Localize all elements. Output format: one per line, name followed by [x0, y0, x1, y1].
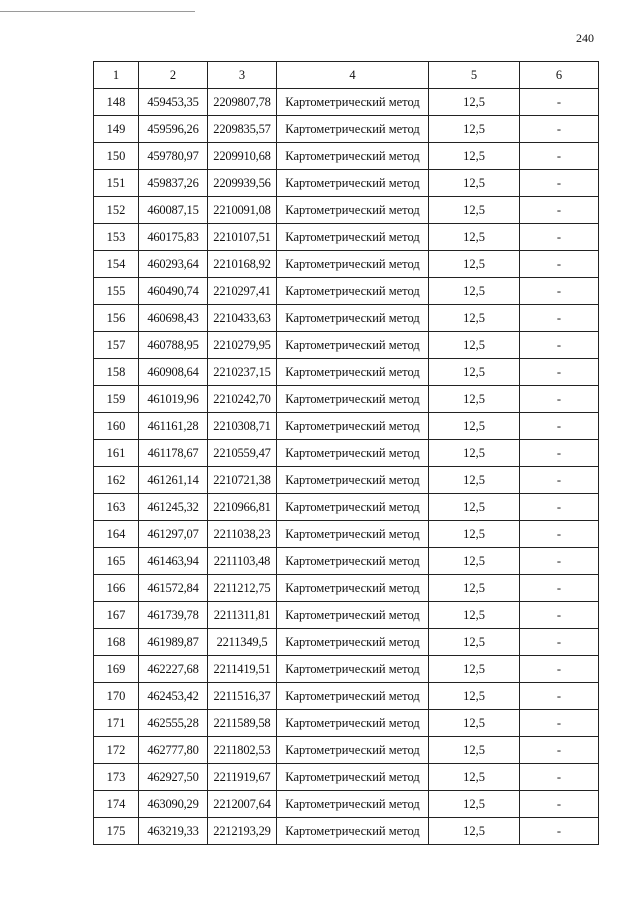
method-cell: Картометрический метод	[277, 521, 429, 548]
note-cell: -	[520, 548, 599, 575]
x-coordinate-cell: 459837,26	[139, 170, 208, 197]
point-number-cell: 164	[94, 521, 139, 548]
note-cell: -	[520, 710, 599, 737]
accuracy-cell: 12,5	[429, 278, 520, 305]
accuracy-cell: 12,5	[429, 305, 520, 332]
y-coordinate-cell: 2209939,56	[208, 170, 277, 197]
accuracy-cell: 12,5	[429, 764, 520, 791]
x-coordinate-cell: 461178,67	[139, 440, 208, 467]
method-cell: Картометрический метод	[277, 116, 429, 143]
note-cell: -	[520, 602, 599, 629]
table-row	[94, 278, 599, 305]
header-col-6: 6	[520, 62, 599, 89]
x-coordinate-cell: 462927,50	[139, 764, 208, 791]
x-coordinate-cell: 462555,28	[139, 710, 208, 737]
method-cell: Картометрический метод	[277, 818, 429, 845]
header-col-3: 3	[208, 62, 277, 89]
note-cell: -	[520, 251, 599, 278]
x-coordinate-cell: 463090,29	[139, 791, 208, 818]
table-row	[94, 494, 599, 521]
y-coordinate-cell: 2210308,71	[208, 413, 277, 440]
point-number-cell: 150	[94, 143, 139, 170]
table-row	[94, 89, 599, 116]
method-cell: Картометрический метод	[277, 359, 429, 386]
y-coordinate-cell: 2212007,64	[208, 791, 277, 818]
table-row	[94, 548, 599, 575]
x-coordinate-cell: 461739,78	[139, 602, 208, 629]
x-coordinate-cell: 461261,14	[139, 467, 208, 494]
header-row	[94, 62, 599, 89]
method-cell: Картометрический метод	[277, 548, 429, 575]
y-coordinate-cell: 2210091,08	[208, 197, 277, 224]
note-cell: -	[520, 764, 599, 791]
method-cell: Картометрический метод	[277, 737, 429, 764]
y-coordinate-cell: 2210559,47	[208, 440, 277, 467]
x-coordinate-cell: 461161,28	[139, 413, 208, 440]
x-coordinate-cell: 460908,64	[139, 359, 208, 386]
method-cell: Картометрический метод	[277, 197, 429, 224]
method-cell: Картометрический метод	[277, 710, 429, 737]
accuracy-cell: 12,5	[429, 683, 520, 710]
accuracy-cell: 12,5	[429, 197, 520, 224]
y-coordinate-cell: 2211516,37	[208, 683, 277, 710]
x-coordinate-cell: 460175,83	[139, 224, 208, 251]
method-cell: Картометрический метод	[277, 224, 429, 251]
note-cell: -	[520, 305, 599, 332]
point-number-cell: 152	[94, 197, 139, 224]
accuracy-cell: 12,5	[429, 116, 520, 143]
y-coordinate-cell: 2211802,53	[208, 737, 277, 764]
x-coordinate-cell: 459596,26	[139, 116, 208, 143]
x-coordinate-cell: 461989,87	[139, 629, 208, 656]
point-number-cell: 168	[94, 629, 139, 656]
table-row	[94, 143, 599, 170]
table-row	[94, 116, 599, 143]
y-coordinate-cell: 2209807,78	[208, 89, 277, 116]
y-coordinate-cell: 2210242,70	[208, 386, 277, 413]
table-row	[94, 791, 599, 818]
table-row	[94, 683, 599, 710]
point-number-cell: 170	[94, 683, 139, 710]
y-coordinate-cell: 2211103,48	[208, 548, 277, 575]
method-cell: Картометрический метод	[277, 251, 429, 278]
y-coordinate-cell: 2210297,41	[208, 278, 277, 305]
accuracy-cell: 12,5	[429, 143, 520, 170]
page-number: 240	[576, 31, 594, 45]
y-coordinate-cell: 2209835,57	[208, 116, 277, 143]
accuracy-cell: 12,5	[429, 89, 520, 116]
note-cell: -	[520, 386, 599, 413]
method-cell: Картометрический метод	[277, 278, 429, 305]
point-number-cell: 163	[94, 494, 139, 521]
note-cell: -	[520, 656, 599, 683]
point-number-cell: 161	[94, 440, 139, 467]
point-number-cell: 165	[94, 548, 139, 575]
header-col-2: 2	[139, 62, 208, 89]
table-body	[94, 89, 599, 845]
method-cell: Картометрический метод	[277, 89, 429, 116]
note-cell: -	[520, 197, 599, 224]
method-cell: Картометрический метод	[277, 656, 429, 683]
accuracy-cell: 12,5	[429, 710, 520, 737]
table-row	[94, 602, 599, 629]
x-coordinate-cell: 461245,32	[139, 494, 208, 521]
note-cell: -	[520, 791, 599, 818]
x-coordinate-cell: 462453,42	[139, 683, 208, 710]
y-coordinate-cell: 2211919,67	[208, 764, 277, 791]
point-number-cell: 167	[94, 602, 139, 629]
point-number-cell: 155	[94, 278, 139, 305]
method-cell: Картометрический метод	[277, 494, 429, 521]
x-coordinate-cell: 459453,35	[139, 89, 208, 116]
note-cell: -	[520, 440, 599, 467]
method-cell: Картометрический метод	[277, 143, 429, 170]
accuracy-cell: 12,5	[429, 413, 520, 440]
coordinates-table	[93, 61, 599, 845]
point-number-cell: 166	[94, 575, 139, 602]
y-coordinate-cell: 2211038,23	[208, 521, 277, 548]
method-cell: Картометрический метод	[277, 629, 429, 656]
y-coordinate-cell: 2211589,58	[208, 710, 277, 737]
point-number-cell: 158	[94, 359, 139, 386]
point-number-cell: 149	[94, 116, 139, 143]
accuracy-cell: 12,5	[429, 521, 520, 548]
note-cell: -	[520, 332, 599, 359]
x-coordinate-cell: 460698,43	[139, 305, 208, 332]
point-number-cell: 148	[94, 89, 139, 116]
header-col-4: 4	[277, 62, 429, 89]
accuracy-cell: 12,5	[429, 332, 520, 359]
point-number-cell: 175	[94, 818, 139, 845]
x-coordinate-cell: 460293,64	[139, 251, 208, 278]
method-cell: Картометрический метод	[277, 305, 429, 332]
point-number-cell: 157	[94, 332, 139, 359]
y-coordinate-cell: 2210721,38	[208, 467, 277, 494]
accuracy-cell: 12,5	[429, 440, 520, 467]
x-coordinate-cell: 463219,33	[139, 818, 208, 845]
note-cell: -	[520, 89, 599, 116]
accuracy-cell: 12,5	[429, 602, 520, 629]
x-coordinate-cell: 461297,07	[139, 521, 208, 548]
point-number-cell: 154	[94, 251, 139, 278]
x-coordinate-cell: 462227,68	[139, 656, 208, 683]
y-coordinate-cell: 2211212,75	[208, 575, 277, 602]
method-cell: Картометрический метод	[277, 467, 429, 494]
table-row	[94, 710, 599, 737]
table-row	[94, 170, 599, 197]
accuracy-cell: 12,5	[429, 467, 520, 494]
method-cell: Картометрический метод	[277, 602, 429, 629]
note-cell: -	[520, 521, 599, 548]
point-number-cell: 151	[94, 170, 139, 197]
y-coordinate-cell: 2210279,95	[208, 332, 277, 359]
table-row	[94, 575, 599, 602]
point-number-cell: 156	[94, 305, 139, 332]
x-coordinate-cell: 461463,94	[139, 548, 208, 575]
method-cell: Картометрический метод	[277, 170, 429, 197]
x-coordinate-cell: 460087,15	[139, 197, 208, 224]
x-coordinate-cell: 460490,74	[139, 278, 208, 305]
table-row	[94, 197, 599, 224]
table-row	[94, 737, 599, 764]
y-coordinate-cell: 2212193,29	[208, 818, 277, 845]
point-number-cell: 160	[94, 413, 139, 440]
table-row	[94, 224, 599, 251]
header-col-5: 5	[429, 62, 520, 89]
top-rule	[0, 11, 195, 12]
table-row	[94, 467, 599, 494]
y-coordinate-cell: 2211311,81	[208, 602, 277, 629]
note-cell: -	[520, 224, 599, 251]
accuracy-cell: 12,5	[429, 575, 520, 602]
point-number-cell: 162	[94, 467, 139, 494]
x-coordinate-cell: 462777,80	[139, 737, 208, 764]
note-cell: -	[520, 170, 599, 197]
method-cell: Картометрический метод	[277, 413, 429, 440]
accuracy-cell: 12,5	[429, 251, 520, 278]
point-number-cell: 153	[94, 224, 139, 251]
note-cell: -	[520, 359, 599, 386]
table-row	[94, 818, 599, 845]
y-coordinate-cell: 2210433,63	[208, 305, 277, 332]
accuracy-cell: 12,5	[429, 224, 520, 251]
accuracy-cell: 12,5	[429, 548, 520, 575]
y-coordinate-cell: 2209910,68	[208, 143, 277, 170]
note-cell: -	[520, 575, 599, 602]
x-coordinate-cell: 460788,95	[139, 332, 208, 359]
y-coordinate-cell: 2211349,5	[208, 629, 277, 656]
note-cell: -	[520, 467, 599, 494]
accuracy-cell: 12,5	[429, 629, 520, 656]
note-cell: -	[520, 278, 599, 305]
table-row	[94, 656, 599, 683]
note-cell: -	[520, 494, 599, 521]
table-row	[94, 305, 599, 332]
accuracy-cell: 12,5	[429, 359, 520, 386]
accuracy-cell: 12,5	[429, 656, 520, 683]
note-cell: -	[520, 116, 599, 143]
table-row	[94, 251, 599, 278]
x-coordinate-cell: 461019,96	[139, 386, 208, 413]
accuracy-cell: 12,5	[429, 386, 520, 413]
table-row	[94, 764, 599, 791]
method-cell: Картометрический метод	[277, 332, 429, 359]
point-number-cell: 169	[94, 656, 139, 683]
method-cell: Картометрический метод	[277, 683, 429, 710]
y-coordinate-cell: 2210237,15	[208, 359, 277, 386]
y-coordinate-cell: 2211419,51	[208, 656, 277, 683]
y-coordinate-cell: 2210966,81	[208, 494, 277, 521]
accuracy-cell: 12,5	[429, 170, 520, 197]
note-cell: -	[520, 683, 599, 710]
note-cell: -	[520, 413, 599, 440]
accuracy-cell: 12,5	[429, 494, 520, 521]
table-header	[94, 62, 599, 89]
point-number-cell: 171	[94, 710, 139, 737]
x-coordinate-cell: 459780,97	[139, 143, 208, 170]
accuracy-cell: 12,5	[429, 737, 520, 764]
table-row	[94, 386, 599, 413]
point-number-cell: 172	[94, 737, 139, 764]
point-number-cell: 174	[94, 791, 139, 818]
method-cell: Картометрический метод	[277, 386, 429, 413]
point-number-cell: 159	[94, 386, 139, 413]
point-number-cell: 173	[94, 764, 139, 791]
table-row	[94, 413, 599, 440]
method-cell: Картометрический метод	[277, 791, 429, 818]
note-cell: -	[520, 818, 599, 845]
note-cell: -	[520, 629, 599, 656]
header-col-1: 1	[94, 62, 139, 89]
method-cell: Картометрический метод	[277, 440, 429, 467]
table-row	[94, 440, 599, 467]
accuracy-cell: 12,5	[429, 818, 520, 845]
table-row	[94, 332, 599, 359]
y-coordinate-cell: 2210168,92	[208, 251, 277, 278]
method-cell: Картометрический метод	[277, 764, 429, 791]
table-row	[94, 629, 599, 656]
accuracy-cell: 12,5	[429, 791, 520, 818]
table-row	[94, 359, 599, 386]
note-cell: -	[520, 737, 599, 764]
method-cell: Картометрический метод	[277, 575, 429, 602]
note-cell: -	[520, 143, 599, 170]
y-coordinate-cell: 2210107,51	[208, 224, 277, 251]
x-coordinate-cell: 461572,84	[139, 575, 208, 602]
table-row	[94, 521, 599, 548]
